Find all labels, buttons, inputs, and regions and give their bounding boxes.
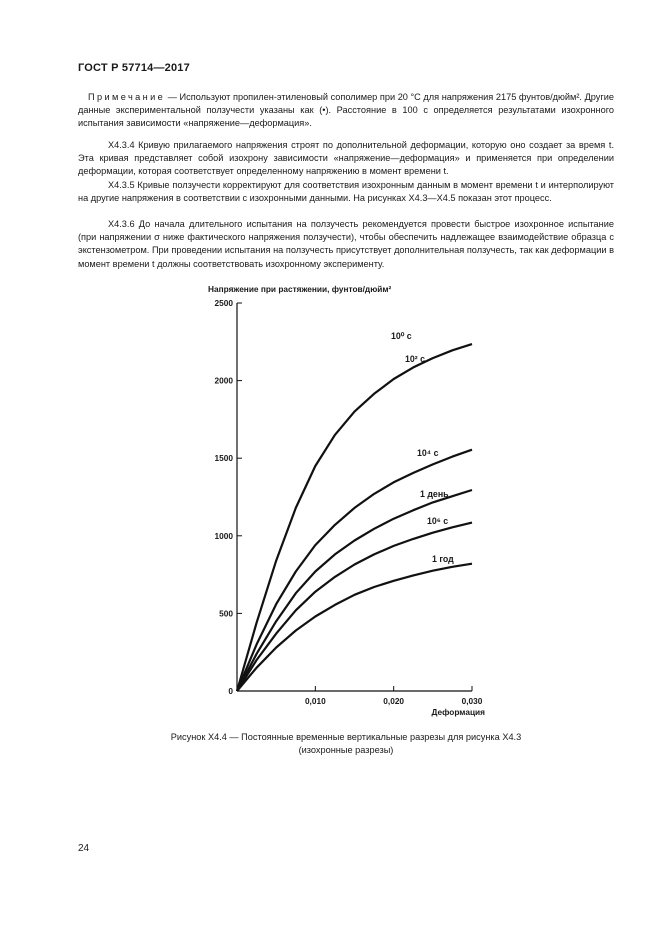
caption-line-1: Рисунок X4.4 — Постоянные временные вертикальные разрезы для рисунка X4.3	[170, 732, 522, 742]
annotation-label: 10⁰ с	[391, 331, 412, 341]
y-tick-label: 2000	[214, 375, 233, 386]
caption-line-2: (изохронные разрезы)	[298, 745, 394, 755]
series-label: 10⁶ с	[427, 516, 449, 526]
y-tick-label: 1500	[214, 453, 233, 464]
note-label: Примечание	[88, 92, 166, 102]
series-label: 1 день	[420, 489, 449, 499]
paragraph-x4-3-5: X4.3.5 Кривые ползучести корректируют для соответствия изохронным данным в момент времени t и интерполируют на другие напряжения в соответствии с изохронными данными. На рисунках X4.3—X4.5 показан этот процесс.	[78, 180, 614, 204]
paragraph-x4-3-6: X4.3.6 До начала длительного испытания на ползучесть рекомендуется провести быстрое изохронное испытание (при напряжении σ ниже фактического напряжения ползучести), чтобы обеспечить надлежащее взаимодействие образца с экстензометром. При проведении испытания на ползучесть присутствует дополнительная ползучесть, так как деформации в момент времени t должны соответствовать изохронному эксперименту.	[78, 219, 614, 269]
y-tick-label: 0	[228, 686, 233, 696]
x-axis-title: Деформация	[431, 707, 485, 717]
series-label: 10² с	[405, 354, 426, 364]
series-label: 10⁴ с	[417, 448, 439, 458]
y-axis-title: Напряжение при растяжении, фунтов/дюйм²	[208, 284, 392, 294]
series-label: 1 год	[432, 554, 454, 564]
figure-chart	[195, 278, 505, 718]
x-tick-label: 0,020	[383, 696, 405, 706]
note-paragraph	[78, 91, 614, 131]
paragraph-x4-3-4: X4.3.4 Кривую прилагаемого напряжения строят по дополнительной деформации, которую оно создает за время t. Эта кривая представляет собой изохрону зависимости «напряжение—деформация» и применяется при определении деформации, которая соответствует определенному напряжению в момент времени t.	[78, 140, 614, 177]
x-tick-label: 0,030	[461, 696, 483, 706]
y-tick-label: 2500	[214, 298, 233, 308]
x-tick-label: 0,010	[304, 696, 326, 706]
isochronous-chart	[195, 278, 505, 718]
figure-caption	[78, 731, 614, 757]
page-number: 24	[78, 843, 90, 854]
note-text: — Используют пропилен-этиленовый сополимер при 20 °С для напряжения 2175 фунтов/дюйм². Другие данные экспериментальной ползучести указаны как (•). Расстояние в 100 с определяется результатами изохронного испытания зависимости «напряжение—деформация».	[78, 92, 614, 129]
y-tick-label: 1000	[214, 530, 233, 541]
y-tick-label: 500	[219, 608, 233, 619]
document-id: ГОСТ Р 57714—2017	[78, 62, 190, 74]
series-line	[237, 523, 472, 691]
